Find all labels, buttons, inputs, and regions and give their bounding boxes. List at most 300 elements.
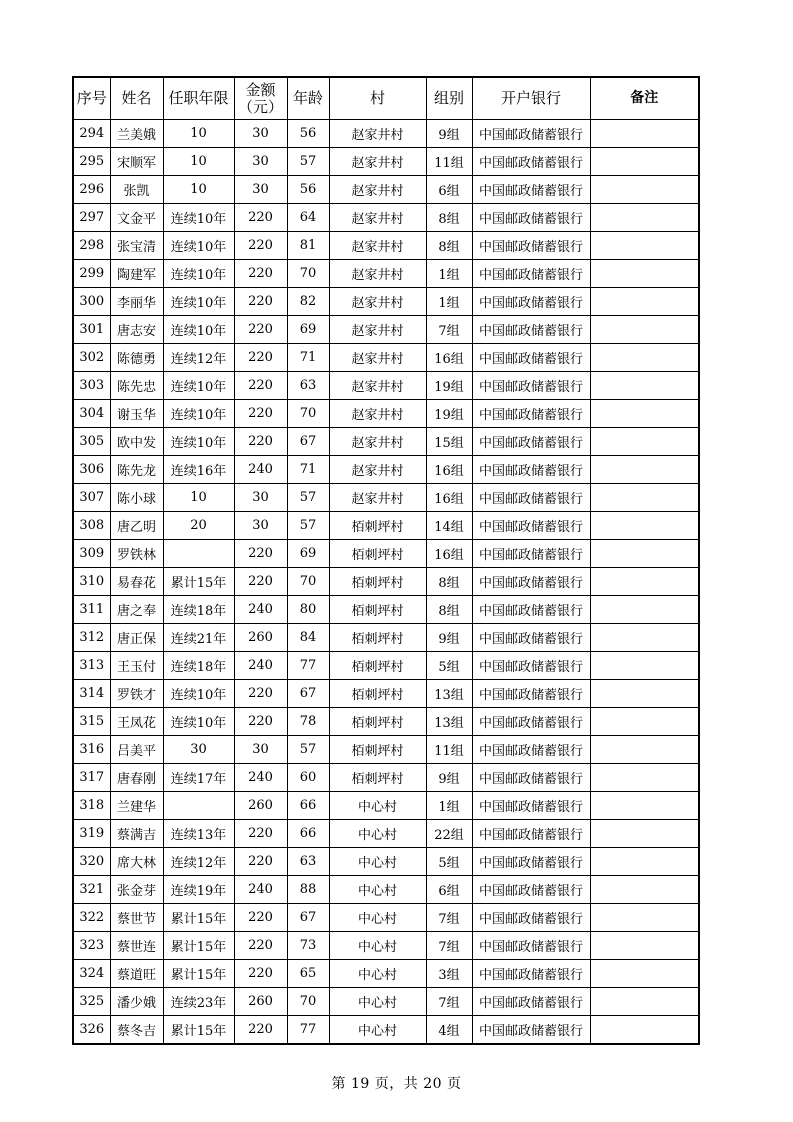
- remark-cell: [590, 148, 699, 176]
- age-cell: 78: [287, 708, 329, 736]
- table-row: [73, 708, 699, 736]
- remark-cell: [590, 1016, 699, 1045]
- seq-cell: 312: [73, 624, 110, 652]
- bank-cell: 中国邮政储蓄银行: [472, 344, 590, 372]
- table-row: [73, 652, 699, 680]
- table-row: [73, 176, 699, 204]
- seq-cell: 309: [73, 540, 110, 568]
- seq-cell: 310: [73, 568, 110, 596]
- village-cell: 赵家井村: [329, 428, 426, 456]
- group-cell: 1组: [426, 260, 472, 288]
- group-cell: 19组: [426, 372, 472, 400]
- group-cell: 5组: [426, 652, 472, 680]
- name-cell: 唐春刚: [110, 764, 163, 792]
- remark-cell: [590, 120, 699, 148]
- bank-cell: 中国邮政储蓄银行: [472, 876, 590, 904]
- group-cell: 7组: [426, 316, 472, 344]
- amount-cell: 30: [234, 148, 287, 176]
- term-cell: 连续10年: [163, 708, 234, 736]
- seq-cell: 316: [73, 736, 110, 764]
- header-group: 组别: [426, 77, 472, 120]
- group-cell: 16组: [426, 456, 472, 484]
- table-row: [73, 736, 699, 764]
- group-cell: 3组: [426, 960, 472, 988]
- name-cell: 陈德勇: [110, 344, 163, 372]
- group-cell: 15组: [426, 428, 472, 456]
- village-cell: 栢刺坪村: [329, 708, 426, 736]
- group-cell: 9组: [426, 764, 472, 792]
- name-cell: 兰建华: [110, 792, 163, 820]
- group-cell: 11组: [426, 148, 472, 176]
- amount-cell: 220: [234, 428, 287, 456]
- bank-cell: 中国邮政储蓄银行: [472, 960, 590, 988]
- amount-cell: 240: [234, 652, 287, 680]
- amount-cell: 220: [234, 568, 287, 596]
- bank-cell: 中国邮政储蓄银行: [472, 372, 590, 400]
- remark-cell: [590, 400, 699, 428]
- table-row: [73, 568, 699, 596]
- group-cell: 14组: [426, 512, 472, 540]
- term-cell: 连续12年: [163, 848, 234, 876]
- village-cell: 栢刺坪村: [329, 652, 426, 680]
- group-cell: 1组: [426, 792, 472, 820]
- name-cell: 陶建军: [110, 260, 163, 288]
- age-cell: 56: [287, 176, 329, 204]
- table-row: [73, 288, 699, 316]
- age-cell: 63: [287, 372, 329, 400]
- remark-cell: [590, 848, 699, 876]
- remark-cell: [590, 932, 699, 960]
- age-cell: 80: [287, 596, 329, 624]
- table-row: [73, 260, 699, 288]
- age-cell: 70: [287, 260, 329, 288]
- table-row: [73, 960, 699, 988]
- header-name: 姓名: [110, 77, 163, 120]
- remark-cell: [590, 176, 699, 204]
- table-row: [73, 456, 699, 484]
- term-cell: 连续13年: [163, 820, 234, 848]
- table-row: [73, 316, 699, 344]
- bank-cell: 中国邮政储蓄银行: [472, 540, 590, 568]
- seq-cell: 307: [73, 484, 110, 512]
- name-cell: 宋顺军: [110, 148, 163, 176]
- age-cell: 84: [287, 624, 329, 652]
- bank-cell: 中国邮政储蓄银行: [472, 428, 590, 456]
- remark-cell: [590, 204, 699, 232]
- bank-cell: 中国邮政储蓄银行: [472, 512, 590, 540]
- amount-cell: 260: [234, 988, 287, 1016]
- age-cell: 64: [287, 204, 329, 232]
- village-cell: 赵家井村: [329, 456, 426, 484]
- name-cell: 罗铁才: [110, 680, 163, 708]
- village-cell: 中心村: [329, 820, 426, 848]
- group-cell: 7组: [426, 932, 472, 960]
- amount-cell: 30: [234, 176, 287, 204]
- remark-cell: [590, 288, 699, 316]
- seq-cell: 296: [73, 176, 110, 204]
- name-cell: 欧中发: [110, 428, 163, 456]
- seq-cell: 300: [73, 288, 110, 316]
- header-seq: 序号: [73, 77, 110, 120]
- age-cell: 88: [287, 876, 329, 904]
- remark-cell: [590, 792, 699, 820]
- remark-cell: [590, 820, 699, 848]
- bank-cell: 中国邮政储蓄银行: [472, 484, 590, 512]
- term-cell: 累计15年: [163, 1016, 234, 1045]
- amount-cell: 220: [234, 204, 287, 232]
- group-cell: 6组: [426, 876, 472, 904]
- table-row: [73, 512, 699, 540]
- age-cell: 82: [287, 288, 329, 316]
- remark-cell: [590, 764, 699, 792]
- term-cell: 累计15年: [163, 568, 234, 596]
- table-row: [73, 904, 699, 932]
- village-cell: 赵家井村: [329, 260, 426, 288]
- name-cell: 蔡世节: [110, 904, 163, 932]
- header-row: [73, 77, 699, 120]
- remark-cell: [590, 876, 699, 904]
- page-footer: 第 19 页，共 20 页: [331, 1076, 462, 1092]
- remark-cell: [590, 344, 699, 372]
- group-cell: 6组: [426, 176, 472, 204]
- bank-cell: 中国邮政储蓄银行: [472, 204, 590, 232]
- village-cell: 栢刺坪村: [329, 736, 426, 764]
- group-cell: 16组: [426, 540, 472, 568]
- village-cell: 赵家井村: [329, 484, 426, 512]
- name-cell: 陈先龙: [110, 456, 163, 484]
- seq-cell: 326: [73, 1016, 110, 1045]
- bank-cell: 中国邮政储蓄银行: [472, 680, 590, 708]
- bank-cell: 中国邮政储蓄银行: [472, 652, 590, 680]
- header-age: 年龄: [287, 77, 329, 120]
- name-cell: 蔡冬吉: [110, 1016, 163, 1045]
- village-cell: 中心村: [329, 904, 426, 932]
- seq-cell: 294: [73, 120, 110, 148]
- village-cell: 赵家井村: [329, 204, 426, 232]
- name-cell: 蔡满吉: [110, 820, 163, 848]
- village-cell: 赵家井村: [329, 232, 426, 260]
- group-cell: 9组: [426, 624, 472, 652]
- term-cell: 连续10年: [163, 400, 234, 428]
- age-cell: 57: [287, 484, 329, 512]
- header-amount-line2: （元）: [237, 97, 283, 116]
- seq-cell: 299: [73, 260, 110, 288]
- table-row: [73, 372, 699, 400]
- amount-cell: 220: [234, 260, 287, 288]
- bank-cell: 中国邮政储蓄银行: [472, 596, 590, 624]
- amount-cell: 220: [234, 960, 287, 988]
- group-cell: 5组: [426, 848, 472, 876]
- table-row: [73, 204, 699, 232]
- village-cell: 栢刺坪村: [329, 680, 426, 708]
- age-cell: 69: [287, 540, 329, 568]
- term-cell: 连续10年: [163, 232, 234, 260]
- age-cell: 60: [287, 764, 329, 792]
- seq-cell: 324: [73, 960, 110, 988]
- table-row: [73, 596, 699, 624]
- table-row: [73, 344, 699, 372]
- amount-cell: 260: [234, 624, 287, 652]
- table-row: [73, 428, 699, 456]
- name-cell: 文金平: [110, 204, 163, 232]
- name-cell: 王凤花: [110, 708, 163, 736]
- term-cell: 连续10年: [163, 288, 234, 316]
- village-cell: 中心村: [329, 932, 426, 960]
- seq-cell: 298: [73, 232, 110, 260]
- village-cell: 赵家井村: [329, 288, 426, 316]
- name-cell: 吕美平: [110, 736, 163, 764]
- seq-cell: 320: [73, 848, 110, 876]
- term-cell: 连续21年: [163, 624, 234, 652]
- village-cell: 赵家井村: [329, 120, 426, 148]
- group-cell: 19组: [426, 400, 472, 428]
- name-cell: 席大林: [110, 848, 163, 876]
- village-cell: 栢刺坪村: [329, 764, 426, 792]
- remark-cell: [590, 904, 699, 932]
- seq-cell: 301: [73, 316, 110, 344]
- remark-cell: [590, 260, 699, 288]
- amount-cell: 30: [234, 512, 287, 540]
- table-body: [73, 120, 699, 1045]
- seq-cell: 308: [73, 512, 110, 540]
- amount-cell: 240: [234, 596, 287, 624]
- amount-cell: 220: [234, 540, 287, 568]
- table-row: [73, 624, 699, 652]
- age-cell: 57: [287, 512, 329, 540]
- table-row: [73, 820, 699, 848]
- seq-cell: 314: [73, 680, 110, 708]
- village-cell: 栢刺坪村: [329, 624, 426, 652]
- age-cell: 57: [287, 148, 329, 176]
- term-cell: 累计15年: [163, 904, 234, 932]
- table-row: [73, 540, 699, 568]
- remark-cell: [590, 988, 699, 1016]
- seq-cell: 315: [73, 708, 110, 736]
- seq-cell: 313: [73, 652, 110, 680]
- remark-cell: [590, 512, 699, 540]
- table-row: [73, 792, 699, 820]
- group-cell: 8组: [426, 596, 472, 624]
- remark-cell: [590, 484, 699, 512]
- table-row: [73, 764, 699, 792]
- age-cell: 71: [287, 456, 329, 484]
- remark-cell: [590, 960, 699, 988]
- name-cell: 蔡世连: [110, 932, 163, 960]
- term-cell: 连续10年: [163, 204, 234, 232]
- remark-cell: [590, 372, 699, 400]
- seq-cell: 297: [73, 204, 110, 232]
- header-bank: 开户银行: [472, 77, 590, 120]
- name-cell: 唐志安: [110, 316, 163, 344]
- seq-cell: 325: [73, 988, 110, 1016]
- seq-cell: 318: [73, 792, 110, 820]
- age-cell: 70: [287, 568, 329, 596]
- name-cell: 陈先忠: [110, 372, 163, 400]
- bank-cell: 中国邮政储蓄银行: [472, 148, 590, 176]
- name-cell: 罗铁林: [110, 540, 163, 568]
- term-cell: 累计15年: [163, 960, 234, 988]
- amount-cell: 240: [234, 764, 287, 792]
- group-cell: 7组: [426, 988, 472, 1016]
- village-cell: 栢刺坪村: [329, 596, 426, 624]
- bank-cell: 中国邮政储蓄银行: [472, 232, 590, 260]
- table-row: [73, 848, 699, 876]
- bank-cell: 中国邮政储蓄银行: [472, 848, 590, 876]
- bank-cell: 中国邮政储蓄银行: [472, 708, 590, 736]
- group-cell: 16组: [426, 344, 472, 372]
- table-row: [73, 1016, 699, 1045]
- group-cell: 4组: [426, 1016, 472, 1045]
- header-amount-line1: 金额: [245, 80, 276, 99]
- age-cell: 73: [287, 932, 329, 960]
- village-cell: 栢刺坪村: [329, 568, 426, 596]
- bank-cell: 中国邮政储蓄银行: [472, 764, 590, 792]
- age-cell: 71: [287, 344, 329, 372]
- term-cell: 连续19年: [163, 876, 234, 904]
- table-row: [73, 148, 699, 176]
- term-cell: 连续10年: [163, 260, 234, 288]
- amount-cell: 240: [234, 876, 287, 904]
- age-cell: 70: [287, 988, 329, 1016]
- table-row: [73, 400, 699, 428]
- age-cell: 67: [287, 904, 329, 932]
- amount-cell: 220: [234, 848, 287, 876]
- village-cell: 赵家井村: [329, 316, 426, 344]
- amount-cell: 220: [234, 904, 287, 932]
- term-cell: 连续18年: [163, 596, 234, 624]
- amount-cell: 30: [234, 120, 287, 148]
- age-cell: 65: [287, 960, 329, 988]
- group-cell: 22组: [426, 820, 472, 848]
- bank-cell: 中国邮政储蓄银行: [472, 316, 590, 344]
- term-cell: 连续10年: [163, 316, 234, 344]
- seq-cell: 304: [73, 400, 110, 428]
- bank-cell: 中国邮政储蓄银行: [472, 568, 590, 596]
- seq-cell: 321: [73, 876, 110, 904]
- group-cell: 16组: [426, 484, 472, 512]
- remark-cell: [590, 708, 699, 736]
- group-cell: 8组: [426, 204, 472, 232]
- bank-cell: 中国邮政储蓄银行: [472, 260, 590, 288]
- village-cell: 赵家井村: [329, 400, 426, 428]
- bank-cell: 中国邮政储蓄银行: [472, 988, 590, 1016]
- remark-cell: [590, 652, 699, 680]
- table-row: [73, 484, 699, 512]
- name-cell: 蔡道旺: [110, 960, 163, 988]
- term-cell: [163, 792, 234, 820]
- group-cell: 8组: [426, 568, 472, 596]
- header-remark: 备注: [590, 77, 699, 120]
- age-cell: 69: [287, 316, 329, 344]
- group-cell: 1组: [426, 288, 472, 316]
- bank-cell: 中国邮政储蓄银行: [472, 820, 590, 848]
- village-cell: 赵家井村: [329, 344, 426, 372]
- name-cell: 张凯: [110, 176, 163, 204]
- bank-cell: 中国邮政储蓄银行: [472, 624, 590, 652]
- remark-cell: [590, 624, 699, 652]
- group-cell: 13组: [426, 680, 472, 708]
- bank-cell: 中国邮政储蓄银行: [472, 176, 590, 204]
- term-cell: 连续12年: [163, 344, 234, 372]
- amount-cell: 220: [234, 288, 287, 316]
- remark-cell: [590, 736, 699, 764]
- group-cell: 11组: [426, 736, 472, 764]
- table-row: [73, 988, 699, 1016]
- remark-cell: [590, 596, 699, 624]
- term-cell: [163, 540, 234, 568]
- bank-cell: 中国邮政储蓄银行: [472, 400, 590, 428]
- table-row: [73, 876, 699, 904]
- amount-cell: 220: [234, 316, 287, 344]
- term-cell: 连续10年: [163, 680, 234, 708]
- remark-cell: [590, 232, 699, 260]
- age-cell: 70: [287, 400, 329, 428]
- amount-cell: 220: [234, 400, 287, 428]
- table-row: [73, 232, 699, 260]
- village-cell: 中心村: [329, 792, 426, 820]
- village-cell: 赵家井村: [329, 372, 426, 400]
- term-cell: 10: [163, 484, 234, 512]
- name-cell: 易春花: [110, 568, 163, 596]
- term-cell: 10: [163, 120, 234, 148]
- age-cell: 57: [287, 736, 329, 764]
- bank-cell: 中国邮政储蓄银行: [472, 736, 590, 764]
- name-cell: 陈小球: [110, 484, 163, 512]
- bank-cell: 中国邮政储蓄银行: [472, 792, 590, 820]
- group-cell: 8组: [426, 232, 472, 260]
- name-cell: 兰美娥: [110, 120, 163, 148]
- seq-cell: 317: [73, 764, 110, 792]
- amount-cell: 220: [234, 232, 287, 260]
- name-cell: 唐之奉: [110, 596, 163, 624]
- bank-cell: 中国邮政储蓄银行: [472, 932, 590, 960]
- village-cell: 栢刺坪村: [329, 512, 426, 540]
- name-cell: 潘少娥: [110, 988, 163, 1016]
- village-cell: 中心村: [329, 960, 426, 988]
- remark-cell: [590, 680, 699, 708]
- age-cell: 67: [287, 680, 329, 708]
- amount-cell: 30: [234, 484, 287, 512]
- amount-cell: 220: [234, 372, 287, 400]
- term-cell: 连续16年: [163, 456, 234, 484]
- amount-cell: 220: [234, 344, 287, 372]
- village-cell: 中心村: [329, 988, 426, 1016]
- term-cell: 10: [163, 176, 234, 204]
- amount-cell: 220: [234, 932, 287, 960]
- table-row: [73, 120, 699, 148]
- seq-cell: 319: [73, 820, 110, 848]
- age-cell: 56: [287, 120, 329, 148]
- name-cell: 张金芽: [110, 876, 163, 904]
- group-cell: 7组: [426, 904, 472, 932]
- village-cell: 中心村: [329, 848, 426, 876]
- seq-cell: 295: [73, 148, 110, 176]
- seq-cell: 302: [73, 344, 110, 372]
- seq-cell: 311: [73, 596, 110, 624]
- term-cell: 20: [163, 512, 234, 540]
- age-cell: 66: [287, 820, 329, 848]
- amount-cell: 30: [234, 736, 287, 764]
- term-cell: 30: [163, 736, 234, 764]
- bank-cell: 中国邮政储蓄银行: [472, 456, 590, 484]
- term-cell: 连续23年: [163, 988, 234, 1016]
- group-cell: 9组: [426, 120, 472, 148]
- header-amount: [234, 77, 287, 120]
- seq-cell: 303: [73, 372, 110, 400]
- seq-cell: 305: [73, 428, 110, 456]
- remark-cell: [590, 540, 699, 568]
- name-cell: 唐正保: [110, 624, 163, 652]
